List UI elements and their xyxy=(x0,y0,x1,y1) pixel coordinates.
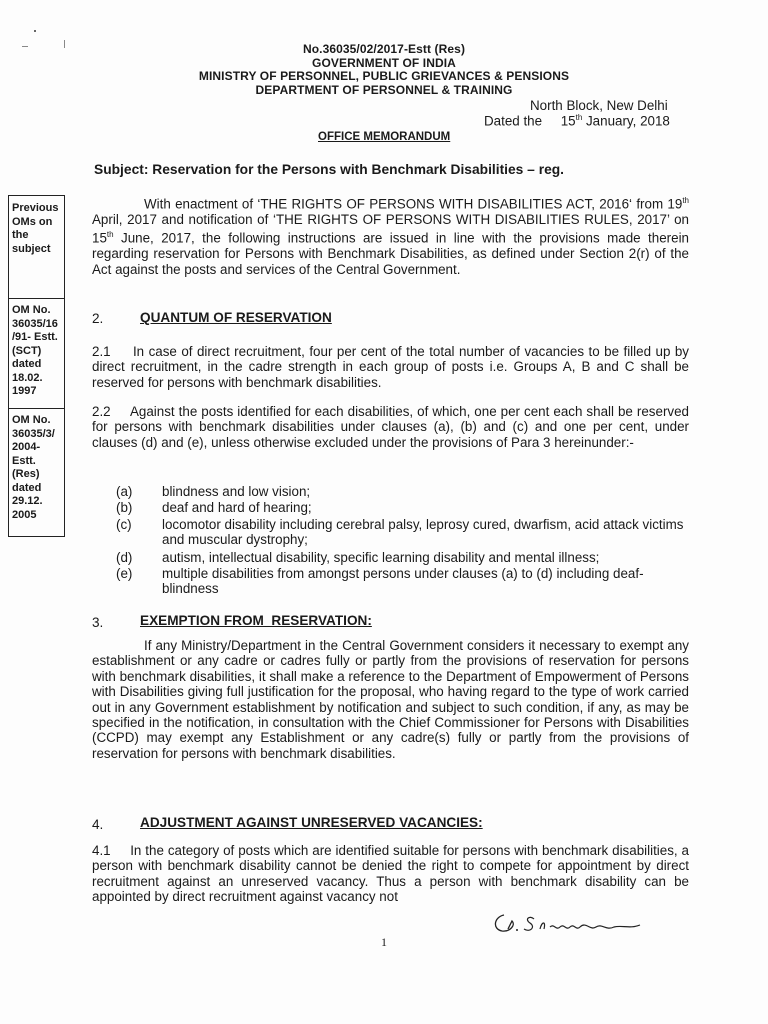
section-2-number: 2. xyxy=(92,311,104,326)
list-label: (b) xyxy=(116,500,133,515)
intro-paragraph xyxy=(92,193,689,277)
date-prefix: Dated the xyxy=(484,113,543,129)
list-label: (d) xyxy=(116,550,133,565)
previous-oms-box xyxy=(8,195,65,537)
para-2-2: 2.2 Against the posts identified for each disabilities, of which, one per cent each shall be reserved for persons with benchmark disabilities under clauses (a), (b) and (c) and one per cent, under clauses (d) and (e), unless otherwise excluded under the provisions of Para 3 hereinunder:- xyxy=(92,404,693,450)
intro-text-3: June, 2017, the following instructions are issued in line with the provisions made therein regarding reservation for Persons with Benchmark Disabilities, as defined under Section 2(r) of the Act against the posts and services of the Central Government. xyxy=(92,230,689,277)
previous-om-1: OM No. 36035/16 /91- Estt.(SCT) dated 18.02. 1997 xyxy=(9,299,64,409)
place-line: North Block, New Delhi xyxy=(530,98,668,113)
scan-speck xyxy=(34,30,36,32)
intro-text-2: April, 2017 and notification of ‘THE RIGHTS OF PERSONS WITH DISABILITIES RULES, 2017’ on 15 xyxy=(92,211,689,246)
page-number: 1 xyxy=(381,935,387,949)
date-line xyxy=(484,113,670,128)
date-superscript: th xyxy=(575,113,583,122)
previous-oms-heading: Previous OMs on the subject xyxy=(9,202,64,299)
subject-line: Subject: Reservation for the Persons with Benchmark Disabilities – reg. xyxy=(94,162,564,177)
office-memorandum-title: OFFICE MEMORANDUM xyxy=(318,131,451,143)
list-text: multiple disabilities from amongst persons under clauses (a) to (d) including deaf-blindness xyxy=(162,566,644,597)
list-label: (a) xyxy=(116,484,133,499)
signature xyxy=(490,911,650,937)
para-4-1: 4.1 In the category of posts which are identified suitable for persons with benchmark disabilities, a person with benchmark disability cannot be denied the right to compete for appointment by direct recruitment against an unreserved vacancy. Thus a person with benchmark disability can be appointed by direct recruitment against vacancy not xyxy=(92,843,693,905)
file-number: No.36035/02/2017-Estt (Res) xyxy=(302,42,466,56)
previous-om-2: OM No. 36035/3/ 2004- Estt.(Res) dated 29.12. 2005 xyxy=(12,414,55,521)
section-4-number: 4. xyxy=(92,817,104,832)
para-2-1: 2.1 In case of direct recruitment, four per cent of the total number of vacancies to be filled up by direct recruitment, in the cadre strength in each group of posts i.e. Groups A, B and C shall be reserved for persons with benchmark disabilities. xyxy=(92,344,693,390)
intro-sup-2: th xyxy=(106,230,114,240)
date-day: 15 xyxy=(560,113,576,129)
list-text: deaf and hard of hearing; xyxy=(162,500,312,515)
list-label: (e) xyxy=(116,566,133,581)
date-rest: January, 2018 xyxy=(582,113,670,129)
section-2-heading: QUANTUM OF RESERVATION xyxy=(140,310,332,325)
section-3-heading: EXEMPTION FROM RESERVATION: xyxy=(140,613,372,628)
ministry-heading: MINISTRY OF PERSONNEL, PUBLIC GRIEVANCES & PENSIONS xyxy=(198,69,570,83)
department-heading: DEPARTMENT OF PERSONNEL & TRAINING xyxy=(255,83,513,97)
list-text: blindness and low vision; xyxy=(162,484,311,499)
government-heading: GOVERNMENT OF INDIA xyxy=(312,56,456,70)
para-3: If any Ministry/Department in the Central Government considers it necessary to exempt any establishment or any cadre or cadres fully or partly from the provisions of reservation for persons with benchmark disabilities, it shall make a reference to the Department of Empowerment of Persons with Disabilities giving full justification for the proposal, who having regard to the type of work carried out in any Government establishment by notification and subject to such condition, if any, as may be specified in the notification, in consultation with the Chief Commissioner for Persons with Disabilities (CCPD) may exempt any Establishment or any cadre(s) fully or partly from the provisions of reservation for persons with benchmark disabilities. xyxy=(92,638,689,761)
section-3-number: 3. xyxy=(92,615,104,630)
list-text: locomotor disability including cerebral palsy, leprosy cured, dwarfism, acid attack victims and muscular dystrophy; xyxy=(162,517,684,548)
section-4-heading: ADJUSTMENT AGAINST UNRESERVED VACANCIES: xyxy=(140,815,483,830)
intro-text-1: With enactment of ‘THE RIGHTS OF PERSONS WITH DISABILITIES ACT, 2016‘ from 19 xyxy=(144,196,683,212)
list-label: (c) xyxy=(116,517,132,532)
intro-sup-1: th xyxy=(682,196,689,205)
list-text: autism, intellectual disability, specific learning disability and mental illness; xyxy=(162,550,600,565)
